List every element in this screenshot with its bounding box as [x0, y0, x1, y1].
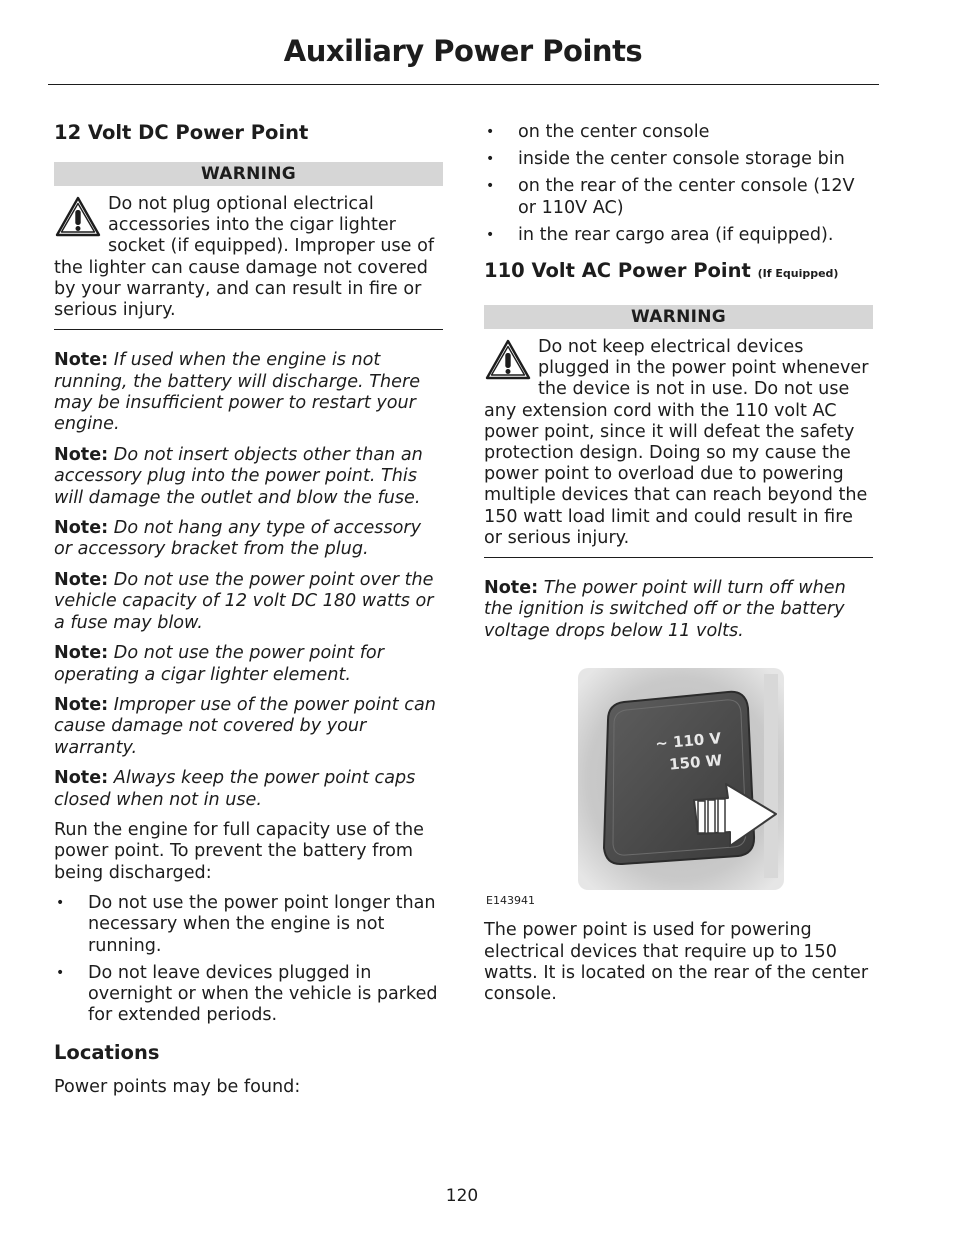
warning-triangle-icon — [54, 195, 102, 239]
warning-label: WARNING — [54, 162, 443, 186]
section-heading-locations: Locations — [54, 1041, 160, 1065]
list-item: • on the rear of the center console (12V or 110V AC) — [484, 176, 873, 218]
locations-intro: Power points may be found: — [54, 1077, 301, 1098]
list-item: • inside the center console storage bin — [484, 149, 873, 170]
list-item: • Do not leave devices plugged in overnight or when the vehicle is parked for extended periods. — [54, 963, 443, 1027]
power-point-description: The power point is used for powering electrical devices that require up to 150 watts. It is located on the rear of the center console. — [484, 920, 869, 1005]
section-heading-12v: 12 Volt DC Power Point — [54, 121, 309, 144]
note-3: Note: Do not hang any type of accessory or accessory bracket from the plug. — [54, 518, 422, 560]
list-item: • in the rear cargo area (if equipped). — [484, 225, 873, 246]
power-point-figure — [484, 668, 873, 908]
list-item: • Do not use the power point longer than necessary when the engine is not running. — [54, 893, 443, 957]
note-4: Note: Do not use the power point over the vehicle capacity of 12 volt DC 180 watts or a fuse may blow. — [54, 569, 434, 633]
label-150w: 150 W — [668, 751, 723, 774]
warning-label: WARNING — [484, 305, 873, 329]
note-6: Note: Improper use of the power point can cause damage not covered by your warranty. — [54, 694, 436, 758]
title-divider — [48, 84, 879, 85]
label-110v: ~ 110 V — [654, 729, 722, 754]
run-engine-paragraph: Run the engine for full capacity use of the power point. To prevent the battery from being discharged: — [54, 819, 424, 883]
note-2: Note: Do not insert objects other than an accessory plug into the power point. This will damage the outlet and blow the fuse. — [54, 444, 423, 508]
locations-list — [484, 122, 873, 246]
power-outlet-illustration — [578, 668, 784, 890]
page-title: Auxiliary Power Points — [283, 34, 643, 68]
list-item: • on the center console — [484, 122, 873, 143]
warning-text: Do not plug optional electrical accessories into the cigar lighter socket (if equipped). Improper use of the lighter can cause damage not covered by your warranty, and can result in fire or serious injury. — [54, 194, 435, 321]
right-column — [484, 118, 873, 1006]
warning-box — [54, 186, 443, 330]
warning-text: Do not keep electrical devices plugged in the power point whenever the device is not in use. Do not use any extension cord with the 110 volt AC power point, since it will defeat the safety protection design. Doing so my cause the power point to overload due to powering multiple devices that can reach beyond the 150 watt load limit and could result in fire or serious injury. — [484, 337, 869, 548]
note-1: Note: If used when the engine is not running, the battery will discharge. There may be insufficient power to restart your engine. — [54, 350, 421, 435]
warning-triangle-icon — [484, 338, 532, 382]
run-engine-list — [54, 893, 443, 1026]
note-ignition: Note: The power point will turn off when the ignition is switched off or the battery voltage drops below 11 volts. — [484, 578, 846, 641]
section-heading-110v: 110 Volt AC Power Point (If Equipped) — [484, 259, 839, 283]
note-5: Note: Do not use the power point for operating a cigar lighter element. — [54, 643, 384, 685]
note-7: Note: Always keep the power point caps closed when not in use. — [54, 768, 416, 810]
figure-id: E143941 — [486, 894, 535, 908]
page-number: 120 — [445, 1186, 479, 1206]
warning-box — [484, 329, 873, 558]
left-column — [54, 118, 443, 1099]
